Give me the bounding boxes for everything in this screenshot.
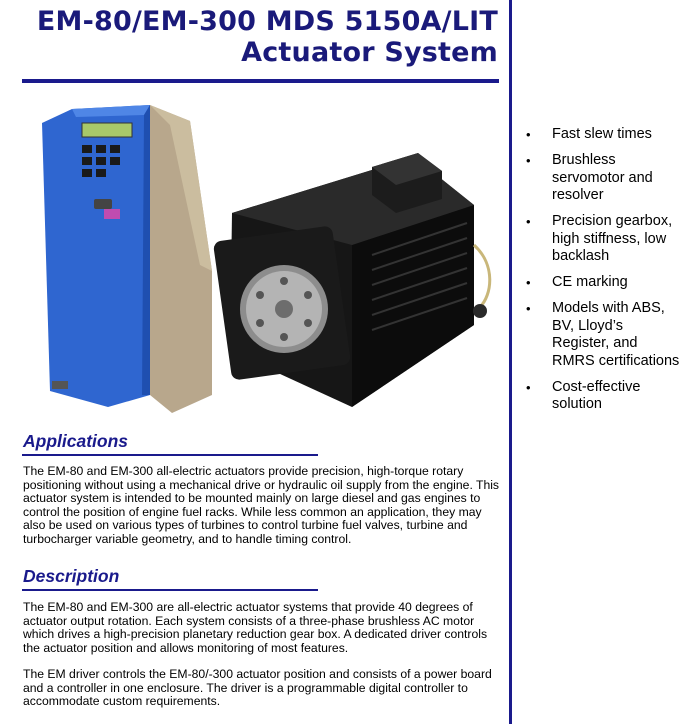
- title-line-1: EM-80/EM-300 MDS 5150A/LIT: [36, 6, 498, 37]
- bullet-icon: •: [526, 153, 531, 168]
- title-line-2: Actuator System: [241, 37, 498, 68]
- feature-item: • Models with ABS, BV, Lloyd’s Register, and RMRS certifications: [526, 300, 680, 369]
- feature-item: • Fast slew times: [526, 126, 652, 142]
- motor-cable: [474, 245, 490, 307]
- column-divider: [509, 0, 512, 724]
- bullet-icon: •: [526, 379, 531, 395]
- applications-underline: [22, 454, 318, 456]
- description-paragraph-2: The EM driver controls the EM-80/-300 actuator position and consists of a power board and a controller in one enclosure. The driver is a programmable digital controller to accommodate custom requirements.: [23, 667, 492, 709]
- feature-list: [524, 126, 684, 422]
- description-paragraph-1: The EM-80 and EM-300 are all-electric actuator systems that provide 40 degrees of actuator output rotation. Each system consists of a three-phase brushless AC motor which drives a high-precision planetary reduction gear box. A dedicated driver controls the actuator position and allows monitoring of most features.: [23, 600, 488, 655]
- title-underline: [22, 79, 499, 83]
- feature-item: • Precision gearbox, high stiffness, low backlash: [526, 213, 673, 264]
- feature-item: • Brushless servomotor and resolver: [526, 152, 653, 203]
- description-heading: Description: [23, 566, 120, 586]
- driver-pink-tag: [104, 209, 120, 219]
- driver-display: [82, 123, 132, 137]
- driver-connector: [94, 199, 112, 209]
- bullet-icon: •: [526, 275, 531, 290]
- feature-item: • Cost-effective solution: [526, 378, 641, 412]
- bullet-icon: •: [526, 214, 531, 229]
- applications-text: The EM-80 and EM-300 all-electric actuators provide precision, high-torque rotary positioning without using a mechanical drive or hydraulic oil supply from the engine. This actuator system is intended to be mounted mainly on large diesel and gas engines to control the position of engine fuel racks. While less common an application, they may also be used on various types of turbines to control turbine fuel valves, turbine and turbocharger variable geometry, and to handle timing control.: [23, 464, 500, 546]
- description-underline: [22, 589, 318, 591]
- bullet-icon: •: [526, 127, 531, 142]
- bullet-icon: •: [526, 301, 531, 316]
- applications-heading: Applications: [23, 431, 129, 451]
- feature-item: • CE marking: [526, 274, 628, 290]
- page-title: [37, 6, 498, 68]
- product-photo: [22, 95, 508, 425]
